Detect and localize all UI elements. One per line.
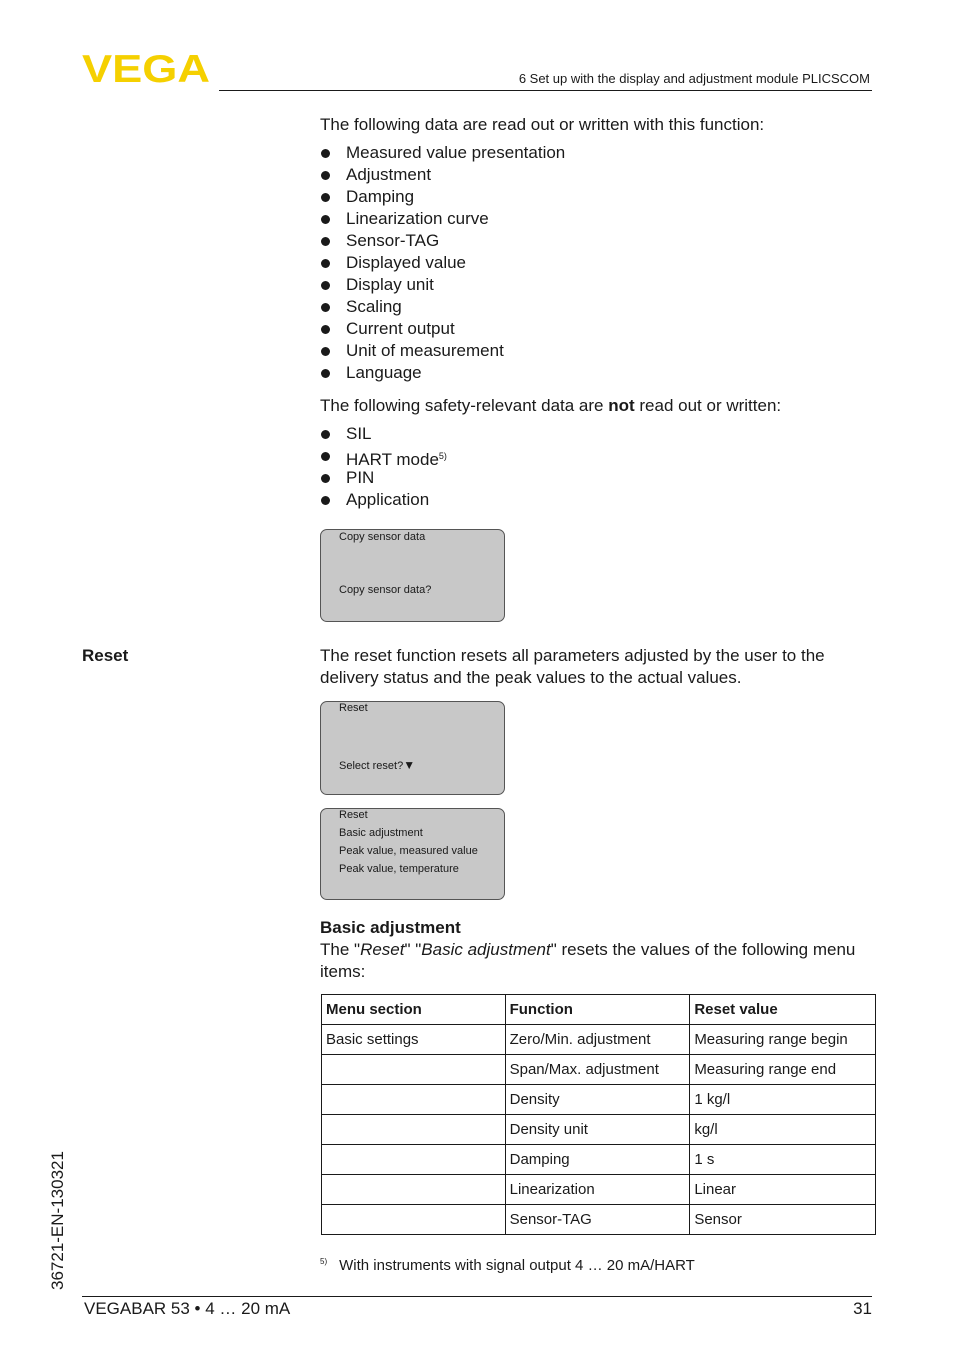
page-number: 31 xyxy=(853,1299,872,1318)
list-item: SIL xyxy=(320,423,860,445)
list-item: Language xyxy=(320,362,860,384)
table-cell xyxy=(322,1055,506,1085)
table-cell: Zero/Min. adjustment xyxy=(505,1025,690,1055)
table-cell: kg/l xyxy=(690,1115,876,1145)
column-header: Reset value xyxy=(690,995,876,1025)
table-cell: 1 kg/l xyxy=(690,1085,876,1115)
list-item: PIN xyxy=(320,467,860,489)
table-cell: Density unit xyxy=(505,1115,690,1145)
list-item: Application xyxy=(320,489,860,511)
footnote-text: With instruments with signal output 4 … 20 mA/HART xyxy=(339,1257,695,1274)
table-row xyxy=(322,1175,876,1205)
reset-side-heading: Reset xyxy=(82,646,129,665)
table-header-row xyxy=(322,995,876,1025)
safety-intro-bold: not xyxy=(608,396,635,415)
vega-logo xyxy=(82,52,212,84)
table-cell: Sensor-TAG xyxy=(505,1205,690,1235)
header-divider xyxy=(219,90,872,91)
reset-values-table xyxy=(321,994,876,1235)
list-item: HART mode$^{5)}$ xyxy=(320,445,860,467)
display-prompt: Select reset?▼ xyxy=(339,758,416,772)
document-code: 36721-EN-130321 xyxy=(48,1151,67,1290)
column-header: Function xyxy=(505,995,690,1025)
safety-intro xyxy=(320,395,880,417)
display-line: Reset xyxy=(339,809,368,821)
copied-data-list xyxy=(320,142,860,384)
table-cell: 1 s xyxy=(690,1145,876,1175)
table-cell: Span/Max. adjustment xyxy=(505,1055,690,1085)
table-cell: Density xyxy=(505,1085,690,1115)
footnote xyxy=(320,1257,695,1274)
safety-intro-after: read out or written: xyxy=(634,396,782,415)
table-row xyxy=(322,1115,876,1145)
column-header: Menu section xyxy=(322,995,506,1025)
table-row xyxy=(322,1055,876,1085)
table-cell: Sensor xyxy=(690,1205,876,1235)
list-item: Display unit xyxy=(320,274,860,296)
table-cell: Basic settings xyxy=(322,1025,506,1055)
list-item: Damping xyxy=(320,186,860,208)
logo-text: VEGA xyxy=(82,52,210,84)
footer-product: VEGABAR 53 • 4 … 20 mA xyxy=(84,1299,291,1318)
display-prompt: Copy sensor data? xyxy=(339,584,432,596)
basic-adjustment-heading: Basic adjustment xyxy=(320,918,461,937)
table-cell: Measuring range end xyxy=(690,1055,876,1085)
table-cell xyxy=(322,1085,506,1115)
copy-intro: The following data are read out or written with this function: xyxy=(320,115,765,134)
safety-data-list xyxy=(320,423,860,511)
table-cell xyxy=(322,1115,506,1145)
list-item: Sensor-TAG xyxy=(320,230,860,252)
list-item: Displayed value xyxy=(320,252,860,274)
down-arrow-icon: ▼ xyxy=(403,758,416,772)
table-cell xyxy=(322,1205,506,1235)
display-line: Basic adjustment xyxy=(339,827,423,839)
footnote-ref: 5) xyxy=(438,451,447,461)
display-line: Peak value, temperature xyxy=(339,863,459,875)
table-row xyxy=(322,1205,876,1235)
list-item: Adjustment xyxy=(320,164,860,186)
reset-description: The reset function resets all parameters adjusted by the user to the delivery status and the peak values to the actual values. xyxy=(320,646,825,687)
table-row xyxy=(322,1025,876,1055)
display-line: Peak value, measured value xyxy=(339,845,478,857)
list-item: Unit of measurement xyxy=(320,340,860,362)
table-cell: Linear xyxy=(690,1175,876,1205)
basic-adjustment-description: The "Reset" "Basic adjustment" resets the values of the following menu items: xyxy=(320,940,856,981)
display-title: Reset xyxy=(339,702,368,714)
list-item: Scaling xyxy=(320,296,860,318)
display-reset-options xyxy=(320,808,505,900)
list-item: Measured value presentation xyxy=(320,142,860,164)
safety-intro-before: The following safety-relevant data are xyxy=(320,396,609,415)
display-copy-sensor-data xyxy=(320,529,505,622)
table-cell: Damping xyxy=(505,1145,690,1175)
list-item: Current output xyxy=(320,318,860,340)
table-row xyxy=(322,1085,876,1115)
table-cell: Linearization xyxy=(505,1175,690,1205)
footnote-marker: 5) xyxy=(320,1257,328,1266)
display-reset xyxy=(320,701,505,795)
table-cell: Measuring range begin xyxy=(690,1025,876,1055)
display-title: Copy sensor data xyxy=(339,531,426,543)
table-row xyxy=(322,1145,876,1175)
header-section-title: 6 Set up with the display and adjustment module PLICSCOM xyxy=(518,71,870,86)
footer-divider xyxy=(82,1296,872,1297)
table-cell xyxy=(322,1145,506,1175)
list-item: Linearization curve xyxy=(320,208,860,230)
table-cell xyxy=(322,1175,506,1205)
